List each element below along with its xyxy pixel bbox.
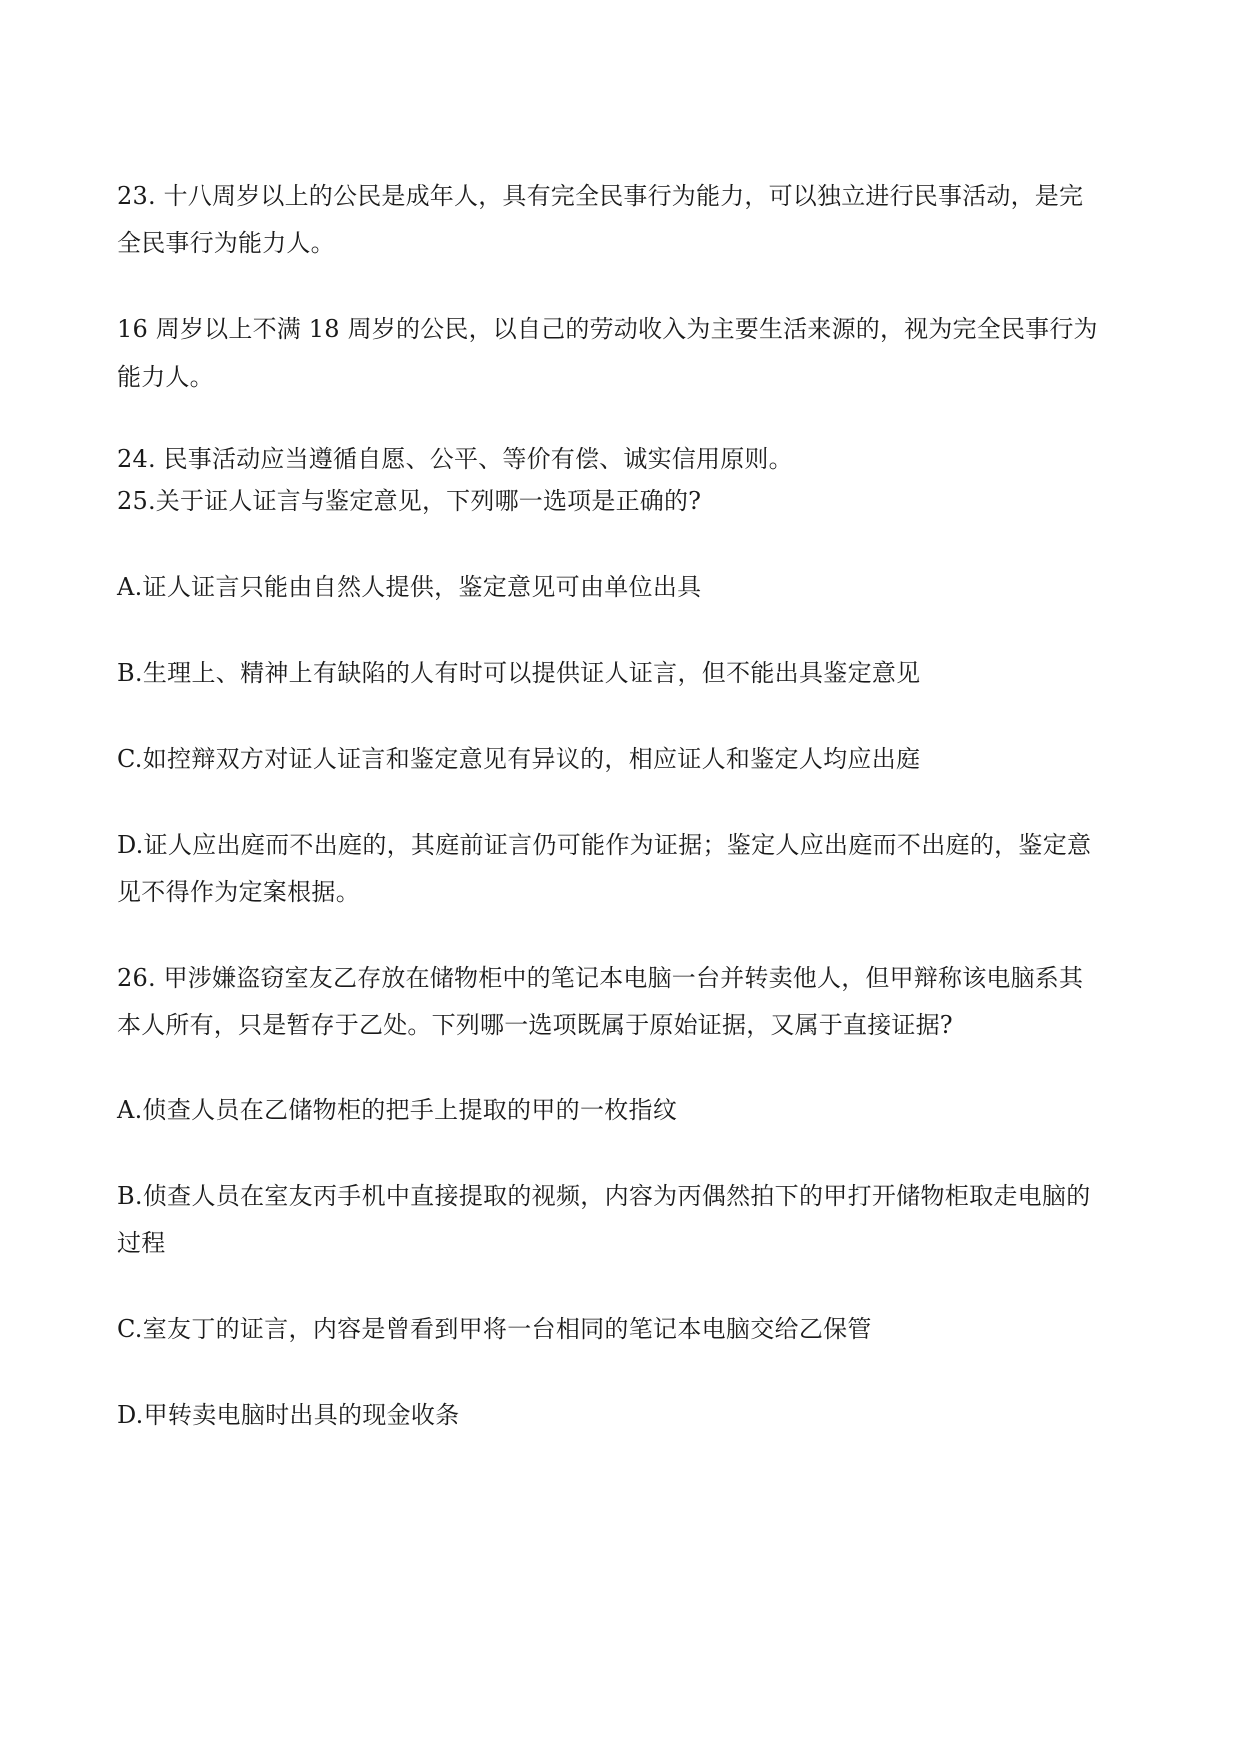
q25-option-a: A.证人证言只能由自然人提供，鉴定意见可由单位出具 bbox=[117, 573, 702, 601]
q23-paragraph-2-line-2: 能力人。 bbox=[117, 363, 214, 391]
q25-option-b: B.生理上、精神上有缺陷的人有时可以提供证人证言，但不能出具鉴定意见 bbox=[117, 659, 921, 687]
q26-option-d: D.甲转卖电脑时出具的现金收条 bbox=[117, 1401, 460, 1429]
q23-text-line-1: 23. 十八周岁以上的公民是成年人，具有完全民事行为能力，可以独立进行民事活动，是完 bbox=[117, 182, 1084, 210]
q23-text-line-2: 全民事行为能力人。 bbox=[117, 229, 335, 257]
q26-option-a: A.侦查人员在乙储物柜的把手上提取的甲的一枚指纹 bbox=[117, 1096, 678, 1124]
q25-stem: 25.关于证人证言与鉴定意见，下列哪一选项是正确的? bbox=[117, 487, 702, 515]
q26-option-c: C.室友丁的证言，内容是曾看到甲将一台相同的笔记本电脑交给乙保管 bbox=[117, 1315, 872, 1343]
q25-option-c: C.如控辩双方对证人证言和鉴定意见有异议的，相应证人和鉴定人均应出庭 bbox=[117, 745, 921, 773]
q26-stem-line-1: 26. 甲涉嫌盗窃室友乙存放在储物柜中的笔记本电脑一台并转卖他人，但甲辩称该电脑系其 bbox=[117, 964, 1084, 992]
q26-stem-line-2: 本人所有，只是暂存于乙处。下列哪一选项既属于原始证据，又属于直接证据? bbox=[117, 1011, 953, 1039]
q25-option-d-line-1: D.证人应出庭而不出庭的，其庭前证言仍可能作为证据；鉴定人应出庭而不出庭的，鉴定意 bbox=[117, 831, 1092, 859]
q24-text: 24. 民事活动应当遵循自愿、公平、等价有偿、诚实信用原则。 bbox=[117, 445, 793, 473]
q23-paragraph-2-line-1: 16 周岁以上不满 18 周岁的公民，以自己的劳动收入为主要生活来源的，视为完全民事行为 bbox=[117, 315, 1098, 343]
q26-option-b-line-2: 过程 bbox=[117, 1229, 166, 1257]
q26-option-b-line-1: B.侦查人员在室友丙手机中直接提取的视频，内容为丙偶然拍下的甲打开储物柜取走电脑的 bbox=[117, 1182, 1091, 1210]
q25-option-d-line-2: 见不得作为定案根据。 bbox=[117, 878, 360, 906]
